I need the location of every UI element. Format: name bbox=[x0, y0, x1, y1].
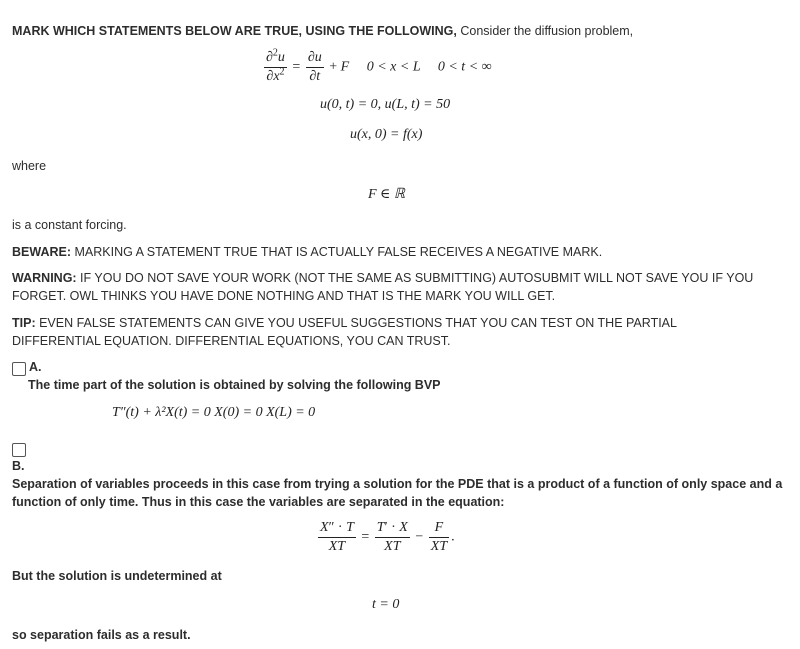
option-a-equation: T″(t) + λ²X(t) = 0 X(0) = 0 X(L) = 0 bbox=[112, 405, 316, 420]
instruction-rest: Consider the diffusion problem, bbox=[456, 24, 634, 38]
option-a-checkbox[interactable] bbox=[12, 362, 26, 376]
option-b-t0: t = 0 bbox=[372, 597, 400, 612]
instruction-bold: MARK WHICH STATEMENTS BELOW ARE TRUE, USING THE FOLLOWING, bbox=[12, 24, 457, 38]
question-instruction bbox=[12, 22, 633, 40]
tip-notice-line2: DIFFERENTIAL EQUATION. DIFFERENTIAL EQUATIONS, YOU CAN TRUST. bbox=[12, 334, 451, 348]
option-a-text: The time part of the solution is obtained by solving the following BVP bbox=[28, 378, 441, 392]
tip-text-1: EVEN FALSE STATEMENTS CAN GIVE YOU USEFUL SUGGESTIONS THAT YOU CAN TEST ON THE PARTIAL bbox=[35, 316, 677, 330]
option-b-undetermined: But the solution is undetermined at bbox=[12, 569, 222, 583]
beware-text: MARKING A STATEMENT TRUE THAT IS ACTUALLY FALSE RECEIVES A NEGATIVE MARK. bbox=[71, 245, 603, 259]
forcing-set: F ∈ ℝ bbox=[368, 187, 406, 202]
initial-condition: u(x, 0) = f(x) bbox=[350, 127, 423, 142]
beware-notice bbox=[12, 243, 602, 261]
warning-notice-line2: FORGET. OWL THINKS YOU HAVE DONE NOTHING AND THAT IS THE MARK YOU WILL GET. bbox=[12, 289, 556, 303]
option-a-label: A. bbox=[29, 360, 42, 374]
warning-label: WARNING: bbox=[12, 271, 77, 285]
boundary-conditions: u(0, t) = 0, u(L, t) = 50 bbox=[320, 97, 451, 112]
constant-text: is a constant forcing. bbox=[12, 218, 127, 232]
option-b-line2: function of only time. Thus in this case the variables are separated in the equation: bbox=[12, 495, 505, 509]
tip-label: TIP: bbox=[12, 316, 36, 330]
beware-label: BEWARE: bbox=[12, 245, 72, 259]
pde-equation: $\frac{\partial^2u}{\partial x^2}$ = $\frac{\partial u}{\partial t}$ + F 0 < x < L 0 < t < ∞ bbox=[266, 47, 492, 84]
option-b-line1: Separation of variables proceeds in this case from trying a solution for the PDE that is a product of a function of only space and a bbox=[12, 477, 783, 491]
option-b-equation: $\frac{X'' \cdot T}{XT}$ = $\frac{T' \cdot X}{XT}$ − $\frac{F}{XT}$ . bbox=[320, 520, 455, 554]
where-text: where bbox=[12, 159, 47, 173]
warning-notice-line1 bbox=[12, 269, 753, 287]
option-b-fails: so separation fails as a result. bbox=[12, 628, 191, 642]
option-b-checkbox[interactable] bbox=[12, 443, 26, 457]
warning-text-1: IF YOU DO NOT SAVE YOUR WORK (NOT THE SAME AS SUBMITTING) AUTOSUBMIT WILL NOT SAVE YOU IF YOU bbox=[76, 271, 754, 285]
pde-ranges: 0 < x < L 0 < t < ∞ bbox=[366, 59, 492, 75]
option-b-label: B. bbox=[12, 459, 25, 473]
tip-notice-line1 bbox=[12, 314, 677, 332]
